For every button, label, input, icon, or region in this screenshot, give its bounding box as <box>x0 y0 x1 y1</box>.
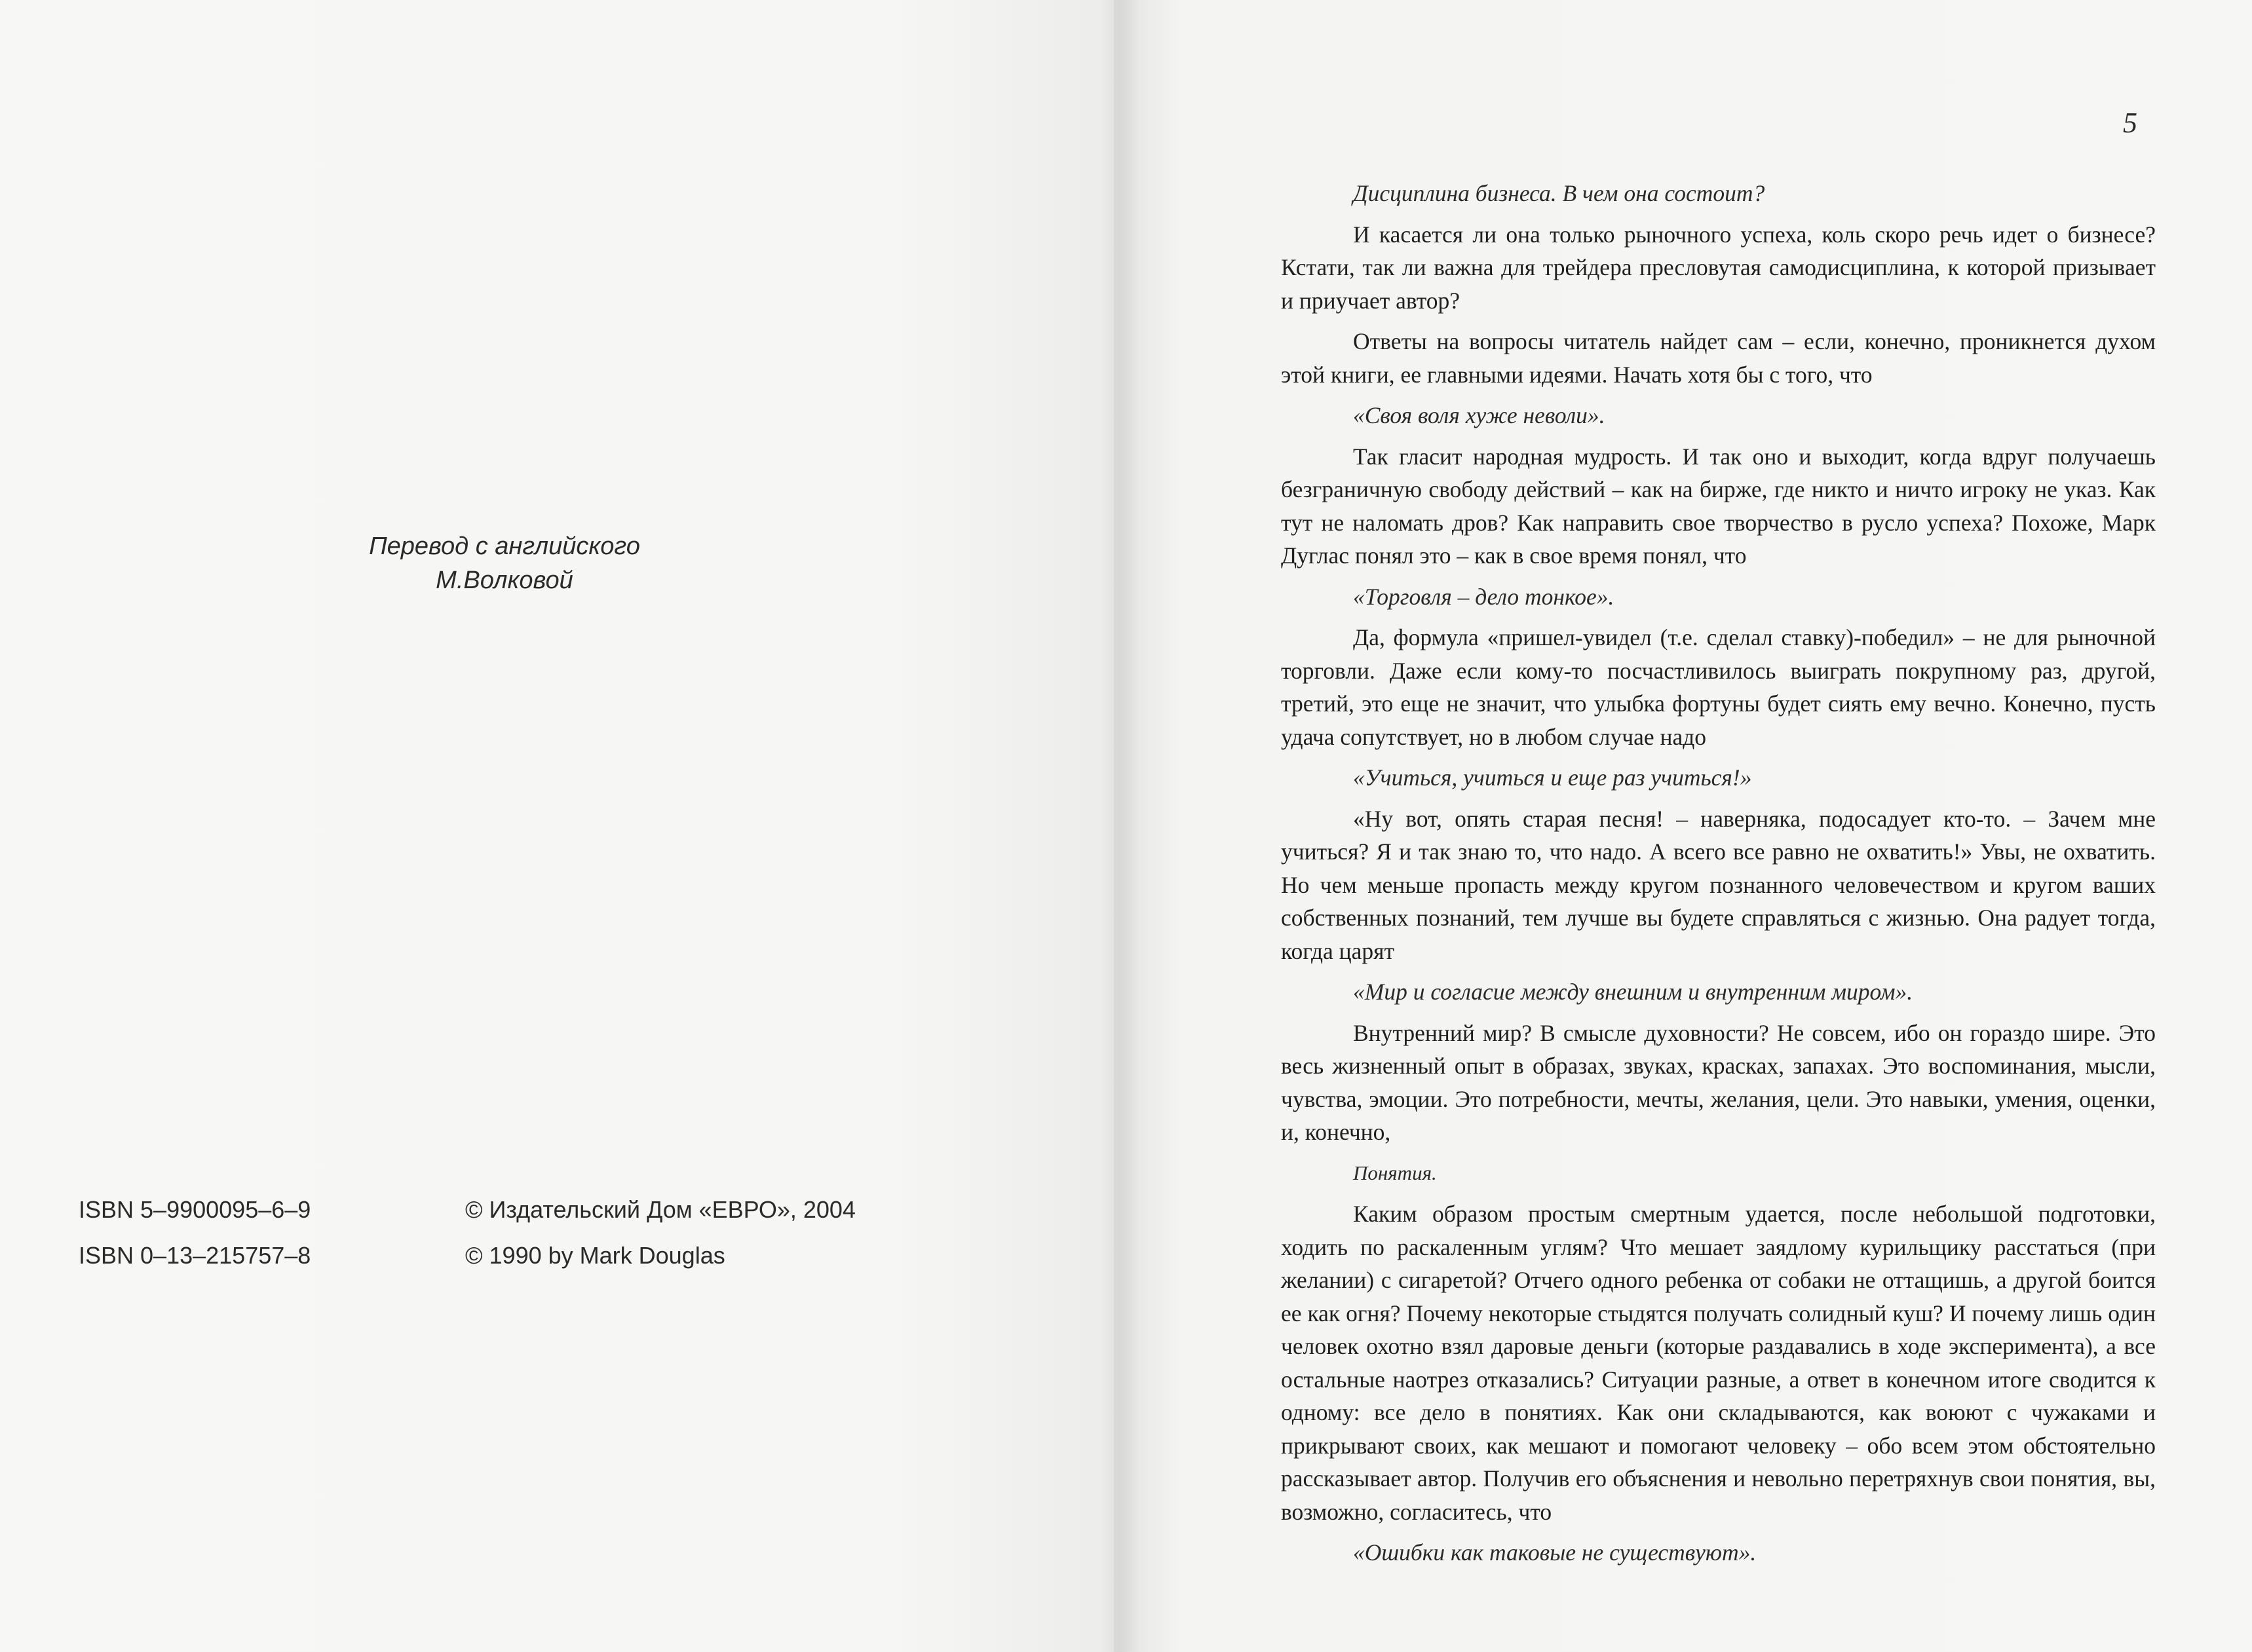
italic-epigraph-line: «Торговля – дело тонкое». <box>1353 583 1614 610</box>
body-paragraph: Внутренний мир? В смысле духовности? Не совсем, ибо он гораздо шире. Это весь жизненный опыт в образах, звуках, красках, запахах. Это воспоминания, мысли, чувства, эмоции. Это потребности, мечты, желания, цели. Это навыки, умения, оценки, и, конечно, <box>1281 1019 2156 1145</box>
italic-epigraph-line: Понятия. <box>1353 1161 1437 1184</box>
body-paragraph: И касается ли она только рыночного успеха, коль скоро речь идет о бизнесе? Кстати, так ли важна для трейдера пресловутая самодисциплина, к которой призывает и приучает автор? <box>1281 221 2156 314</box>
body-paragraph: Ответы на вопросы читатель найдет сам – если, конечно, проникнется духом этой книги, ее главными идеями. Начать хотя бы с того, что <box>1281 328 2156 388</box>
isbn-line-1: ISBN 5–9900095–6–9 <box>79 1196 311 1223</box>
translation-credit-line-2: М.Волковой <box>436 567 573 594</box>
copyright-block <box>465 1187 856 1279</box>
italic-epigraph-line: «Учиться, учиться и еще раз учиться!» <box>1353 764 1752 791</box>
body-paragraph: «Ну вот, опять старая песня! – наверняка, подосадует кто-то. – Зачем мне учиться? Я и так знаю то, что надо. А всего все равно не охватить!» Увы, не охватить. Но чем меньше пропасть между кругом познанного человечеством и кругом ваших собственных познаний, тем лучше вы будете справляться с жизнью. Она радует тогда, когда царят <box>1281 805 2156 964</box>
translation-credit <box>288 529 721 597</box>
italic-epigraph-line: «Мир и согласие между внешним и внутренним миром». <box>1353 979 1913 1005</box>
italic-epigraph-line: Дисциплина бизнеса. В чем она состоит? <box>1353 180 1765 206</box>
isbn-line-2: ISBN 0–13–215757–8 <box>79 1242 311 1269</box>
body-paragraph: Да, формула «пришел-увидел (т.е. сделал ставку)-победил» – не для рыночной торговли. Даже если кому-то посчастливилось выиграть покрупному раз, другой, третий, это еще не значит, что улыбка фортуны будет сиять ему вечно. Конечно, пусть удача сопутствует, но в любом случае надо <box>1281 624 2156 750</box>
italic-epigraph-line: «Ошибки как таковые не существуют». <box>1353 1539 1757 1566</box>
page-number: 5 <box>2123 107 2137 139</box>
isbn-block <box>79 1187 311 1279</box>
main-text-column <box>1281 177 2156 1577</box>
body-paragraph: Каким образом простым смертным удается, после небольшой подготовки, ходить по раскаленным углям? Что мешает заядлому курильщику расстаться (при желании) с сигаретой? Отчего одного ребенка от собаки не оттащишь, а другой боится ее как огня? Почему некоторые стыдятся получать солидный куш? И почему лишь один человек охотно взял даровые деньги (которые раздавались в ходе эксперимента), а все остальные наотрез отказались? Ситуации разные, а ответ в конечном итоге сводится к одному: все дело в понятиях. Как они складываются, как воюют с чужаками и прикрывают своих, как мешают и помогают человеку – обо всем этом обстоятельно рассказывает автор. Получив его объяснения и невольно перетряхнув свои понятия, вы, возможно, согласитесь, что <box>1281 1201 2156 1525</box>
body-paragraph: Так гласит народная мудрость. И так оно и выходит, когда вдруг получаешь безграничную свободу действий – как на бирже, где никто и ничто игроку не указ. Как тут не наломать дров? Как направить свое творчество в русло успеха? Похоже, Марк Дуглас понял это – как в свое время понял, что <box>1281 443 2156 569</box>
italic-epigraph-line: «Своя воля хуже неволи». <box>1353 402 1605 428</box>
copyright-line-1: © Издательский Дом «ЕВРО», 2004 <box>465 1196 856 1223</box>
left-page <box>0 0 1114 1652</box>
book-gutter <box>1101 0 1140 1652</box>
copyright-line-2: © 1990 by Mark Douglas <box>465 1242 725 1269</box>
translation-credit-line-1: Перевод с английского <box>369 533 640 560</box>
